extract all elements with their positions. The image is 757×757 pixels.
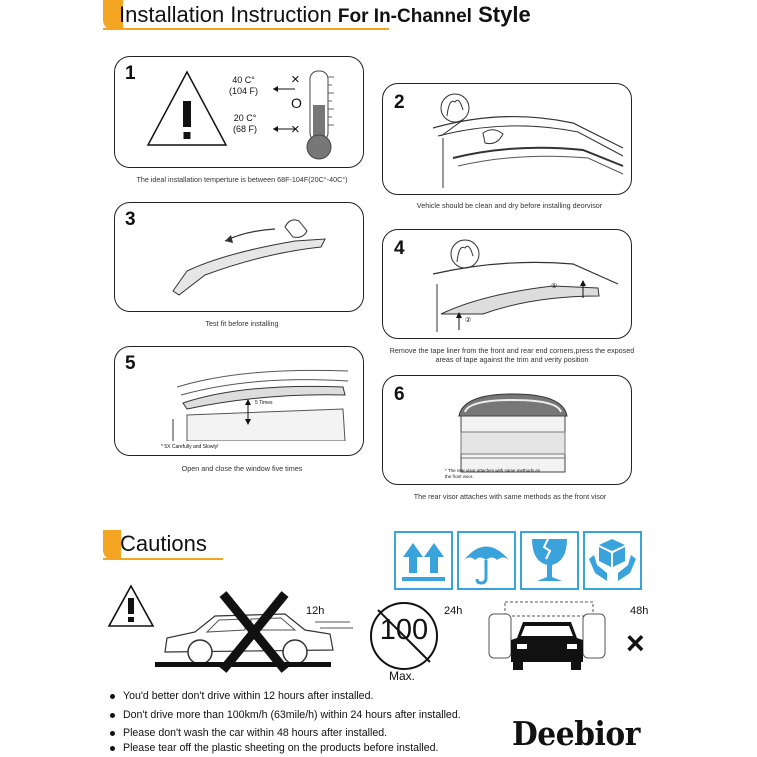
caution-bullet-2: Don't drive more than 100km/h (63mile/h) within 24 hours after installed. [110,709,461,721]
test-fit-illustration [165,213,355,298]
step-number: 1 [125,63,136,84]
thermometer-icon [270,65,360,163]
step-5-note: * 5X Carefully and Slowly! [161,444,219,450]
step-4-caption: Remove the tape liner from the front and rear end corners,press the exposed areas of tape against the trim and verity position [389,346,635,364]
temp-low: 20 C° (68 F) [233,113,258,134]
caution-bullet-1: You'd better don't drive within 12 hours after installed. [110,690,373,702]
step-1-card [114,56,364,168]
step-number: 2 [394,92,405,113]
step-number: 4 [394,238,405,259]
speed-limit-hours: 24h [444,605,463,617]
step-number: 3 [125,209,136,230]
step-4-card [382,229,632,339]
page-title: Installation Instruction For In-Channel Style [119,2,531,27]
umbrella-icon [457,531,516,590]
caution-bullet-3: Please don't wash the car within 48 hours after installed. [110,727,387,739]
step-3-caption: Test fit before installing [205,319,279,328]
cautions-accent-bar [103,530,121,560]
cleaning-illustration [423,88,628,190]
cautions-title: Cautions [120,531,207,556]
temp-mark-ok: O [291,95,302,111]
car-wash-hours: 48h [630,605,649,617]
press-tape-illustration [423,234,628,334]
rear-visor-illustration [453,388,573,476]
step-number: 6 [394,384,405,405]
no-wash-cross-icon: × [626,625,645,661]
brand-logo: Deebior [512,714,640,753]
cautions-underline [103,558,223,560]
times-label: 5 Times [255,400,273,406]
step-number: 5 [125,353,136,374]
header-underline [103,28,389,30]
speed-limit-value: 100 [379,614,429,646]
temp-mark-high: × [291,71,300,88]
step-6-caption: The rear visor attaches with same methods as the front visor [413,492,607,501]
temp-mark-low: × [291,121,300,138]
no-drive-hours: 12h [306,605,325,617]
speed-limit-unit: Max. [389,669,416,683]
step-5-card [114,346,364,456]
step-6-note: * The rear visor attaches with same methods as the front visor. [445,468,540,479]
corner-label-1: ① [551,283,558,290]
step-5-caption: Open and close the window five times [181,464,303,473]
caution-warning-icon [106,583,156,629]
step-1-caption: The ideal installation temperture is between 68F-104F(20C°-40C°) [136,175,348,184]
warning-icon [145,69,229,149]
step-2-card [382,83,632,195]
handle-with-care-icon [583,531,642,590]
step-2-caption: Vehicle should be clean and dry before installing deorvisor [416,201,603,210]
step-3-card [114,202,364,312]
caution-bullet-4: Please tear off the plastic sheeting on the products before installed. [110,742,438,754]
no-drive-car-illustration [155,590,355,675]
this-side-up-icon [394,531,453,590]
temp-high: 40 C° (104 F) [229,75,259,96]
step-6-card [382,375,632,485]
fragile-glass-icon [520,531,579,590]
corner-label-2: ② [465,317,472,324]
car-wash-illustration [487,600,607,672]
